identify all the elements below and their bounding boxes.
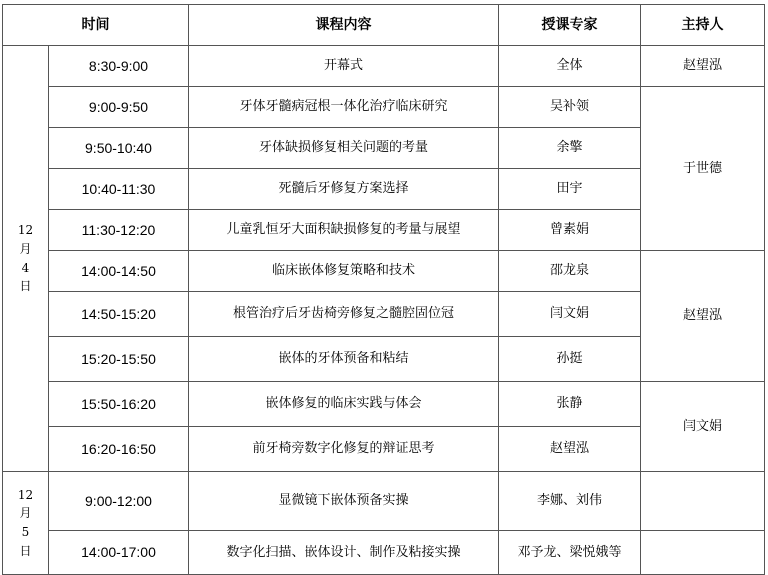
expert-cell: 李娜、刘伟 [499, 472, 641, 531]
content-cell: 前牙椅旁数字化修复的辩证思考 [189, 427, 499, 472]
content-cell: 临床嵌体修复策略和技术 [189, 251, 499, 292]
time-cell: 15:20-15:50 [49, 337, 189, 382]
content-cell: 嵌体修复的临床实践与体会 [189, 382, 499, 427]
content-cell: 显微镜下嵌体预备实操 [189, 472, 499, 531]
header-content: 课程内容 [189, 5, 499, 46]
time-cell: 14:00-17:00 [49, 531, 189, 575]
time-cell: 9:00-9:50 [49, 87, 189, 128]
expert-cell: 余擎 [499, 128, 641, 169]
content-cell: 牙体牙髓病冠根一体化治疗临床研究 [189, 87, 499, 128]
host-cell: 赵望泓 [641, 251, 765, 382]
expert-cell: 吴补领 [499, 87, 641, 128]
host-cell: 于世德 [641, 87, 765, 251]
table-row [3, 87, 765, 128]
header-time: 时间 [3, 5, 189, 46]
date-day1: 12 月 4 日 [3, 46, 49, 472]
schedule-table [2, 4, 765, 575]
header-row [3, 5, 765, 46]
expert-cell: 孙挺 [499, 337, 641, 382]
time-cell: 8:30-9:00 [49, 46, 189, 87]
time-cell: 10:40-11:30 [49, 169, 189, 210]
content-cell: 根管治疗后牙齿椅旁修复之髓腔固位冠 [189, 292, 499, 337]
content-cell: 儿童乳恒牙大面积缺损修复的考量与展望 [189, 210, 499, 251]
time-cell: 14:50-15:20 [49, 292, 189, 337]
time-cell: 11:30-12:20 [49, 210, 189, 251]
time-cell: 16:20-16:50 [49, 427, 189, 472]
expert-cell: 全体 [499, 46, 641, 87]
table-row [3, 472, 765, 531]
expert-cell: 曾素娟 [499, 210, 641, 251]
expert-cell: 张静 [499, 382, 641, 427]
time-cell: 14:00-14:50 [49, 251, 189, 292]
content-cell: 死髓后牙修复方案选择 [189, 169, 499, 210]
content-cell: 数字化扫描、嵌体设计、制作及粘接实操 [189, 531, 499, 575]
time-cell: 9:50-10:40 [49, 128, 189, 169]
table-row [3, 46, 765, 87]
host-cell: 闫文娟 [641, 382, 765, 472]
header-host: 主持人 [641, 5, 765, 46]
expert-cell: 邵龙泉 [499, 251, 641, 292]
expert-cell: 闫文娟 [499, 292, 641, 337]
date-day2: 12 月 5 日 [3, 472, 49, 575]
time-cell: 9:00-12:00 [49, 472, 189, 531]
host-cell-empty [641, 472, 765, 531]
header-expert: 授课专家 [499, 5, 641, 46]
expert-cell: 田宇 [499, 169, 641, 210]
host-cell-empty [641, 531, 765, 575]
content-cell: 开幕式 [189, 46, 499, 87]
time-cell: 15:50-16:20 [49, 382, 189, 427]
host-cell: 赵望泓 [641, 46, 765, 87]
expert-cell: 赵望泓 [499, 427, 641, 472]
table-row [3, 251, 765, 292]
content-cell: 牙体缺损修复相关问题的考量 [189, 128, 499, 169]
table-row [3, 531, 765, 575]
expert-cell: 邓予龙、梁悦娥等 [499, 531, 641, 575]
content-cell: 嵌体的牙体预备和粘结 [189, 337, 499, 382]
table-row [3, 382, 765, 427]
